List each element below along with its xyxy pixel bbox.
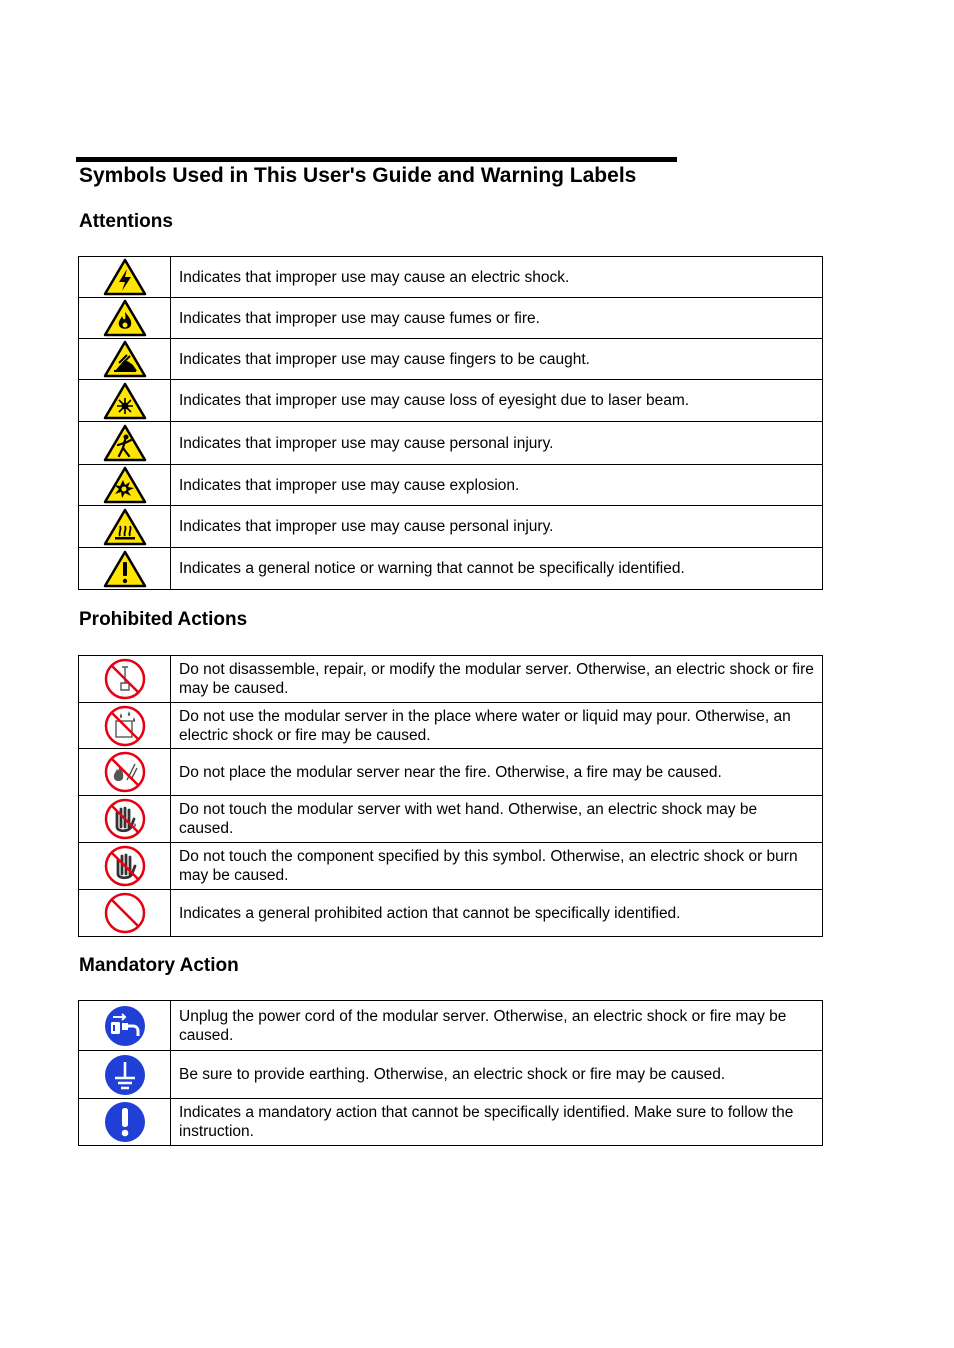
table-row xyxy=(79,749,823,796)
no-disassembly-icon xyxy=(103,657,147,701)
row-text: Indicates that improper use may cause personal injury. xyxy=(171,422,823,465)
row-text: Indicates a mandatory action that cannot be specifically identified. Make sure to follow the instruction. xyxy=(171,1099,823,1146)
prohibited-heading: Prohibited Actions xyxy=(79,609,248,630)
no-touch-icon xyxy=(103,844,147,888)
row-text: Indicates a general notice or warning that cannot be specifically identified. xyxy=(171,548,823,590)
explosion-warning-icon xyxy=(103,466,147,504)
mandatory-heading: Mandatory Action xyxy=(79,955,239,976)
row-text: Unplug the power cord of the modular server. Otherwise, an electric shock or fire may be caused. xyxy=(171,1001,823,1051)
earthing-icon xyxy=(103,1053,147,1097)
row-text: Do not disassemble, repair, or modify the modular server. Otherwise, an electric shock or fire may be caused. xyxy=(171,656,823,703)
table-row xyxy=(79,1099,823,1146)
row-text: Indicates that improper use may cause an electric shock. xyxy=(171,257,823,298)
row-text: Indicates that improper use may cause loss of eyesight due to laser beam. xyxy=(171,380,823,422)
mandatory-action-icon xyxy=(103,1100,147,1144)
general-warning-icon xyxy=(103,550,147,588)
row-text: Do not touch the component specified by this symbol. Otherwise, an electric shock or burn may be caused. xyxy=(171,843,823,890)
row-text: Do not touch the modular server with wet hand. Otherwise, an electric shock may be caused. xyxy=(171,796,823,843)
electric-shock-warning-icon xyxy=(103,258,147,296)
table-row xyxy=(79,1001,823,1051)
table-row xyxy=(79,298,823,339)
no-wet-hand-icon xyxy=(103,797,147,841)
no-fire-icon xyxy=(103,750,147,794)
row-text: Indicates that improper use may cause fumes or fire. xyxy=(171,298,823,339)
finger-caught-warning-icon xyxy=(103,340,147,378)
row-text: Indicates that improper use may cause personal injury. xyxy=(171,506,823,548)
mandatory-table xyxy=(78,1000,823,1146)
no-water-icon xyxy=(103,704,147,748)
unplug-icon xyxy=(103,1004,147,1048)
prohibited-table xyxy=(78,655,823,937)
table-row xyxy=(79,257,823,298)
table-row xyxy=(79,890,823,937)
hot-surface-warning-icon xyxy=(103,508,147,546)
attentions-table xyxy=(78,256,823,590)
table-row xyxy=(79,465,823,506)
general-prohibition-icon xyxy=(103,891,147,935)
table-row xyxy=(79,548,823,590)
row-text: Indicates a general prohibited action that cannot be specifically identified. xyxy=(171,890,823,937)
table-row xyxy=(79,796,823,843)
table-row xyxy=(79,422,823,465)
table-row xyxy=(79,703,823,749)
table-row xyxy=(79,843,823,890)
row-text: Indicates that improper use may cause fingers to be caught. xyxy=(171,339,823,380)
personal-injury-warning-icon xyxy=(103,424,147,462)
page-title: Symbols Used in This User's Guide and Warning Labels xyxy=(79,164,637,187)
table-row xyxy=(79,339,823,380)
fire-warning-icon xyxy=(103,299,147,337)
laser-warning-icon xyxy=(103,382,147,420)
row-text: Be sure to provide earthing. Otherwise, an electric shock or fire may be caused. xyxy=(171,1051,823,1099)
attentions-heading: Attentions xyxy=(79,211,173,232)
table-row xyxy=(79,506,823,548)
table-row xyxy=(79,656,823,703)
row-text: Indicates that improper use may cause explosion. xyxy=(171,465,823,506)
row-text: Do not place the modular server near the fire. Otherwise, a fire may be caused. xyxy=(171,749,823,796)
row-text: Do not use the modular server in the place where water or liquid may pour. Otherwise, an electric shock or fire may be caused. xyxy=(171,703,823,749)
table-row xyxy=(79,380,823,422)
table-row xyxy=(79,1051,823,1099)
